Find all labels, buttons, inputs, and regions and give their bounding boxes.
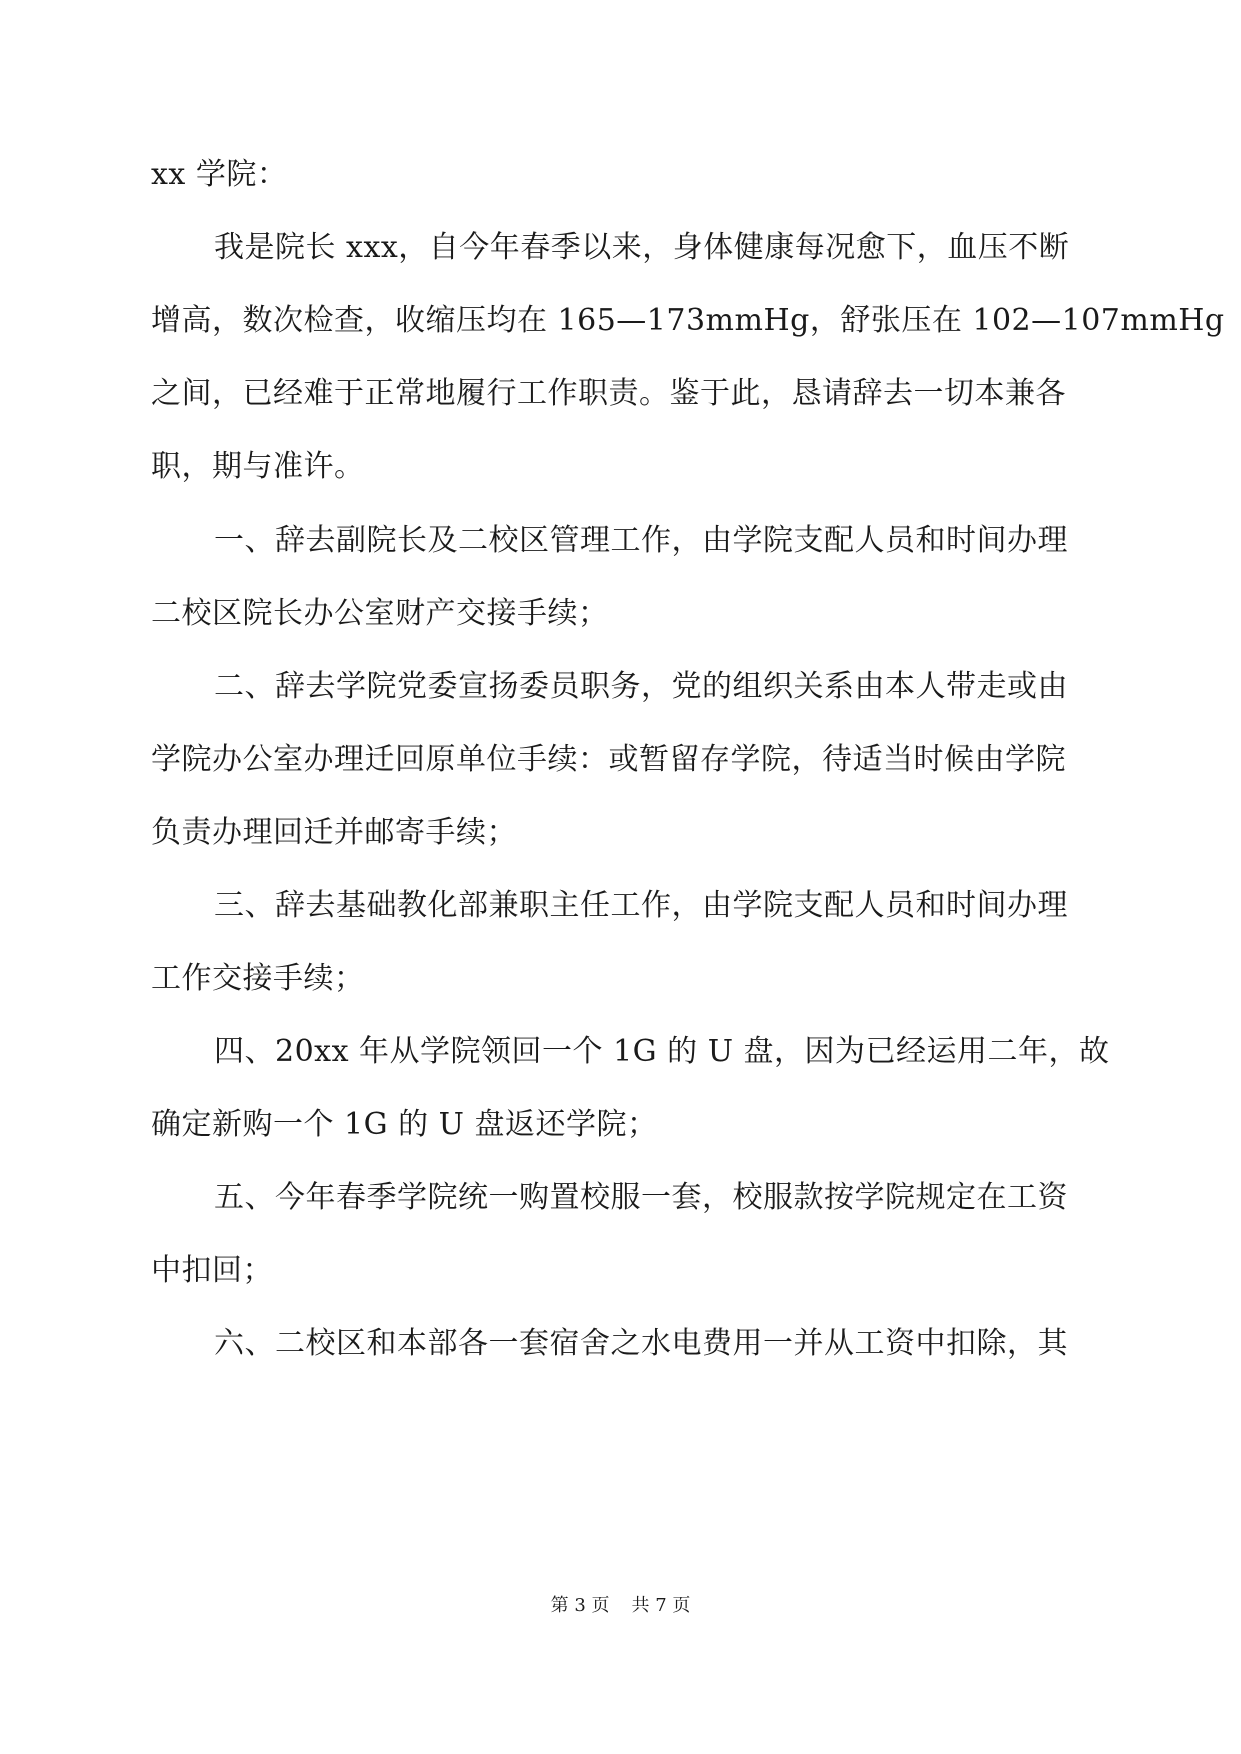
page-number: 第 3 页 xyxy=(550,1595,610,1616)
salutation: xx 学院： xyxy=(151,157,288,192)
paragraph-line: 职，期与准许。 xyxy=(151,449,365,484)
paragraph-line: 增高，数次检查，收缩压均在 165—173mmHg，舒张压在 102—107mmHg xyxy=(151,303,1225,338)
paragraph-line: 学院办公室办理迁回原单位手续：或暂留存学院，待适当时候由学院 xyxy=(151,742,1066,777)
paragraph-line: 我是院长 xxx，自今年春季以来，身体健康每况愈下，血压不断 xyxy=(214,230,1070,265)
page-total: 共 7 页 xyxy=(631,1595,691,1616)
paragraph-line: 五、今年春季学院统一购置校服一套，校服款按学院规定在工资 xyxy=(214,1180,1068,1215)
paragraph-line: 二校区院长办公室财产交接手续； xyxy=(151,596,609,631)
paragraph-line: 负责办理回迁并邮寄手续； xyxy=(151,815,517,850)
paragraph-line: 确定新购一个 1G 的 U 盘返还学院； xyxy=(151,1107,658,1142)
paragraph-line: 三、辞去基础教化部兼职主任工作，由学院支配人员和时间办理 xyxy=(214,888,1068,923)
paragraph-line: 工作交接手续； xyxy=(151,961,365,996)
paragraph-line: 一、辞去副院长及二校区管理工作，由学院支配人员和时间办理 xyxy=(214,523,1068,558)
paragraph-line: 中扣回； xyxy=(151,1253,273,1288)
paragraph-line: 之间，已经难于正常地履行工作职责。鉴于此，恳请辞去一切本兼各 xyxy=(151,376,1066,411)
paragraph-line: 四、20xx 年从学院领回一个 1G 的 U 盘，因为已经运用二年，故 xyxy=(214,1034,1110,1069)
paragraph-line: 六、二校区和本部各一套宿舍之水电费用一并从工资中扣除，其 xyxy=(214,1326,1068,1361)
page-footer xyxy=(0,1594,1241,1618)
paragraph-line: 二、辞去学院党委宣扬委员职务，党的组织关系由本人带走或由 xyxy=(214,669,1068,704)
